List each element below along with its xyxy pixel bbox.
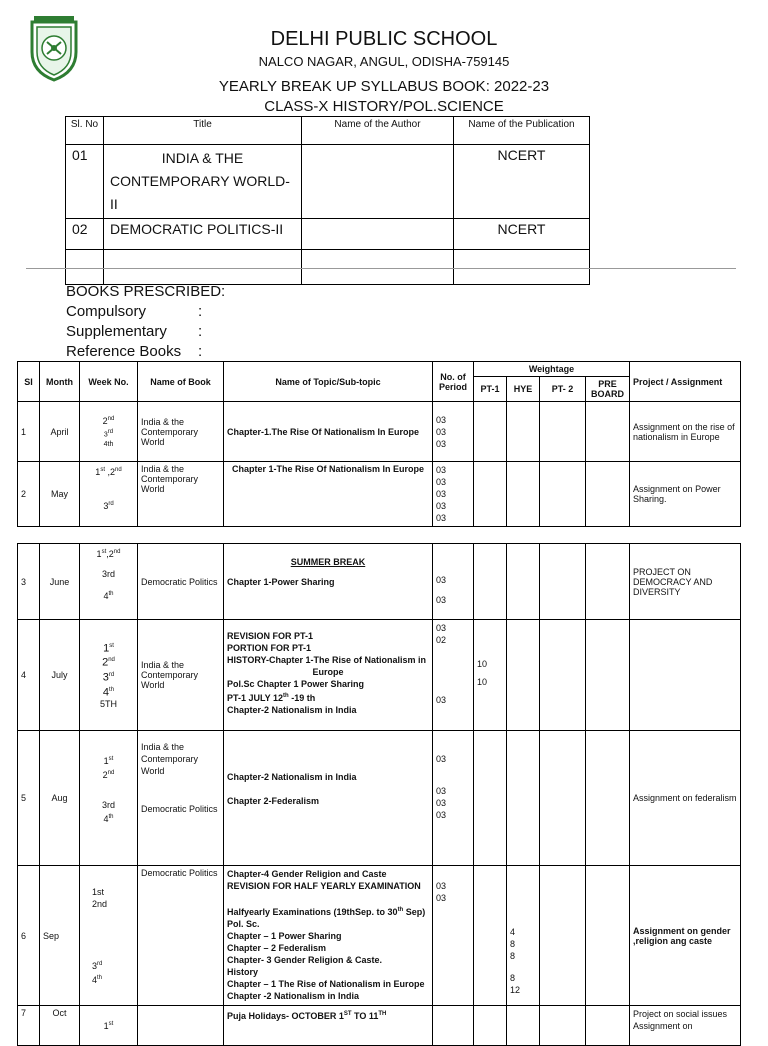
reference-label: Reference Books xyxy=(66,343,182,360)
table-row-empty xyxy=(66,250,590,285)
table-row: 5 Aug 1st 2nd 3rd 4th India & the Contemporary World Democratic Politics Chapter-2 Nationalism in India Chapter 2-Federalism 03 03 03 03 Assignment on federalism xyxy=(18,731,741,866)
col-header-period: No. of Period xyxy=(433,362,474,402)
syllabus-table-2 xyxy=(17,543,741,1046)
school-address: NALCO NAGAR, ANGUL, ODISHA-759145 xyxy=(258,54,510,69)
col-header-si: SI xyxy=(18,362,40,402)
syllabus-table-1 xyxy=(17,361,741,527)
supplementary-label: Supplementary xyxy=(66,323,167,340)
col-header-pt1: PT-1 xyxy=(474,377,507,402)
book-publication: NCERT xyxy=(454,145,590,219)
table-row: 1 April 2nd 3rd 4th India & the Contemporary World Chapter-1.The Rise Of Nationalism In Europe 03 03 03 Assignment on the rise of nationalism in Europe xyxy=(18,402,741,462)
syllabus-title: YEARLY BREAK UP SYLLABUS BOOK: 2022-23 xyxy=(218,78,550,95)
table-row xyxy=(66,145,590,219)
table-row: 3 June 1st,2nd 3rd 4th Democratic Politics SUMMER BREAK Chapter 1-Power Sharing 03 03 PROJECT ON DEMOCRACY AND DIVERSITY xyxy=(18,544,741,620)
class-subject: CLASS-X HISTORY/POL.SCIENCE xyxy=(264,98,504,115)
table-row: 4 July 1st 2nd 3rd 4th 5TH India & the Contemporary World REVISION FOR PT-1 PORTION FOR PT-1 HISTORY-Chapter 1-The Rise of Nationalism in Europe Pol.Sc Chapter 1 Power Sharing PT-1 JULY 12th -19 th Chapter-2 Nationalism in India 03 02 03 10 10 xyxy=(18,620,741,731)
col-header-month: Month xyxy=(40,362,80,402)
col-header-author: Name of the Author xyxy=(302,117,454,145)
col-header-project: Project / Assignment xyxy=(630,362,741,402)
book-slno: 01 xyxy=(66,145,104,219)
col-header-preboard: PRE BOARD xyxy=(586,377,630,402)
divider xyxy=(26,268,736,269)
col-header-weightage: Weightage xyxy=(474,362,630,377)
col-header-hye: HYE xyxy=(507,377,540,402)
table-row: 6 Sep 1st 2nd 3rd 4th Democratic Politics Chapter-4 Gender Religion and Caste REVISION FOR HALF YEARLY EXAMINATION Halfyearly Examinations (19thSep. to 30th Sep) Pol. Sc. Chapter – 1 Power Sharing Chapter – 2 Federalism Chapter- 3 Gender Religion & Caste. History Chapter – 1 The Rise of Nationalism in Europe Chapter -2 Nationalism in India 03 03 4 8 8 8 12 Assignment on gender ,religion ang caste xyxy=(18,866,741,1006)
book-title: DEMOCRATIC POLITICS-II xyxy=(104,219,302,250)
col-header-book: Name of Book xyxy=(138,362,224,402)
books-prescribed: BOOKS PRESCRIBED: Compulsory : Supplementary : Reference Books : xyxy=(66,283,226,360)
book-slno: 02 xyxy=(66,219,104,250)
school-name: DELHI PUBLIC SCHOOL xyxy=(270,28,498,50)
col-header-topic: Name of Topic/Sub-topic xyxy=(224,362,433,402)
compulsory-label: Compulsory xyxy=(66,303,147,320)
table-row: 2 May 1st ,2nd 3rd India & the Contemporary World Chapter 1-The Rise Of Nationalism In Europe 03 03 03 03 03 Assignment on Power Sharing. xyxy=(18,462,741,527)
book-publication: NCERT xyxy=(454,219,590,250)
table-row: 7 Oct 1st Puja Holidays- OCTOBER 1ST TO 11TH Project on social issues Assignment on xyxy=(18,1006,741,1046)
books-prescribed-heading: BOOKS PRESCRIBED: xyxy=(66,283,226,300)
book-author xyxy=(302,219,454,250)
col-header-week: Week No. xyxy=(80,362,138,402)
table-row xyxy=(66,219,590,250)
books-table xyxy=(65,116,590,285)
book-title: INDIA & THE CONTEMPORARY WORLD-II xyxy=(104,145,302,219)
col-header-title: Title xyxy=(104,117,302,145)
col-header-publication: Name of the Publication xyxy=(454,117,590,145)
col-header-pt2: PT- 2 xyxy=(540,377,586,402)
col-header-slno: Sl. No xyxy=(66,117,104,145)
book-author xyxy=(302,145,454,219)
